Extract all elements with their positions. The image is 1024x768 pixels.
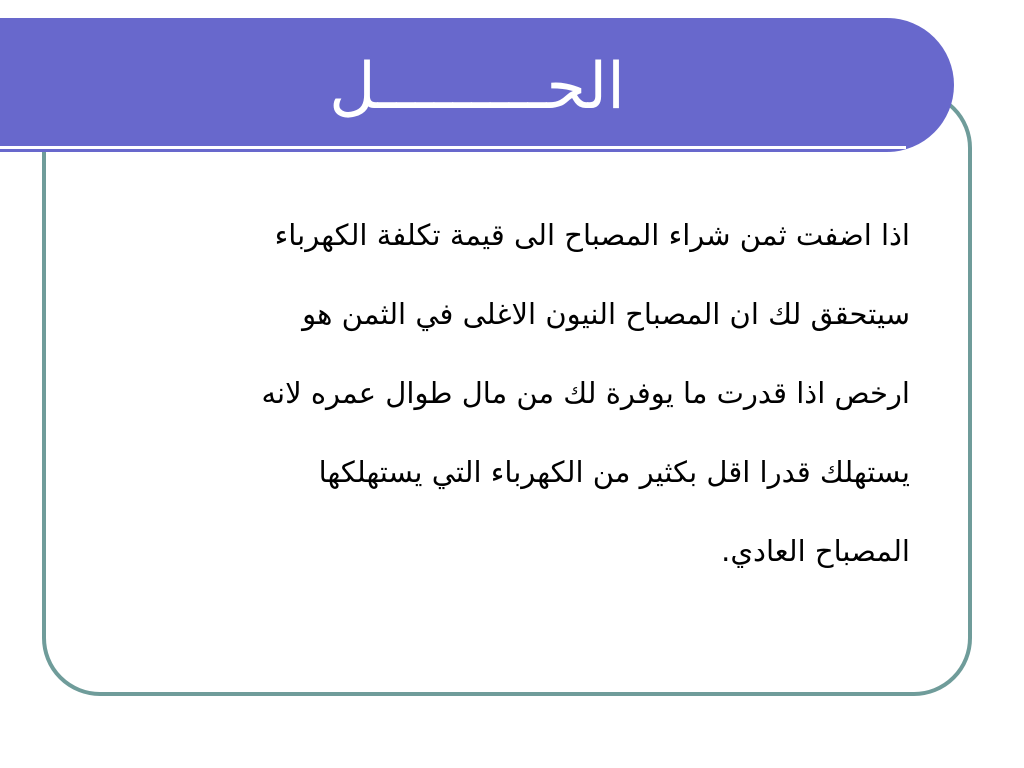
body-line: اذا اضفت ثمن شراء المصباح الى قيمة تكلفة الكهرباء [274,218,910,252]
body-line: سيتحقق لك ان المصباح النيون الاغلى في الثمن هو [302,297,910,331]
title-underline [0,146,906,149]
slide-title: الحـــــــــل [329,50,625,124]
body-line: يستهلك قدرا اقل بكثير من الكهرباء التي يستهلكها [318,455,910,489]
title-bar [0,18,954,152]
body-line: المصباح العادي. [721,534,910,568]
body-line: ارخص اذا قدرت ما يوفرة لك من مال طوال عمره لانه [261,376,910,410]
body-text [110,196,910,591]
